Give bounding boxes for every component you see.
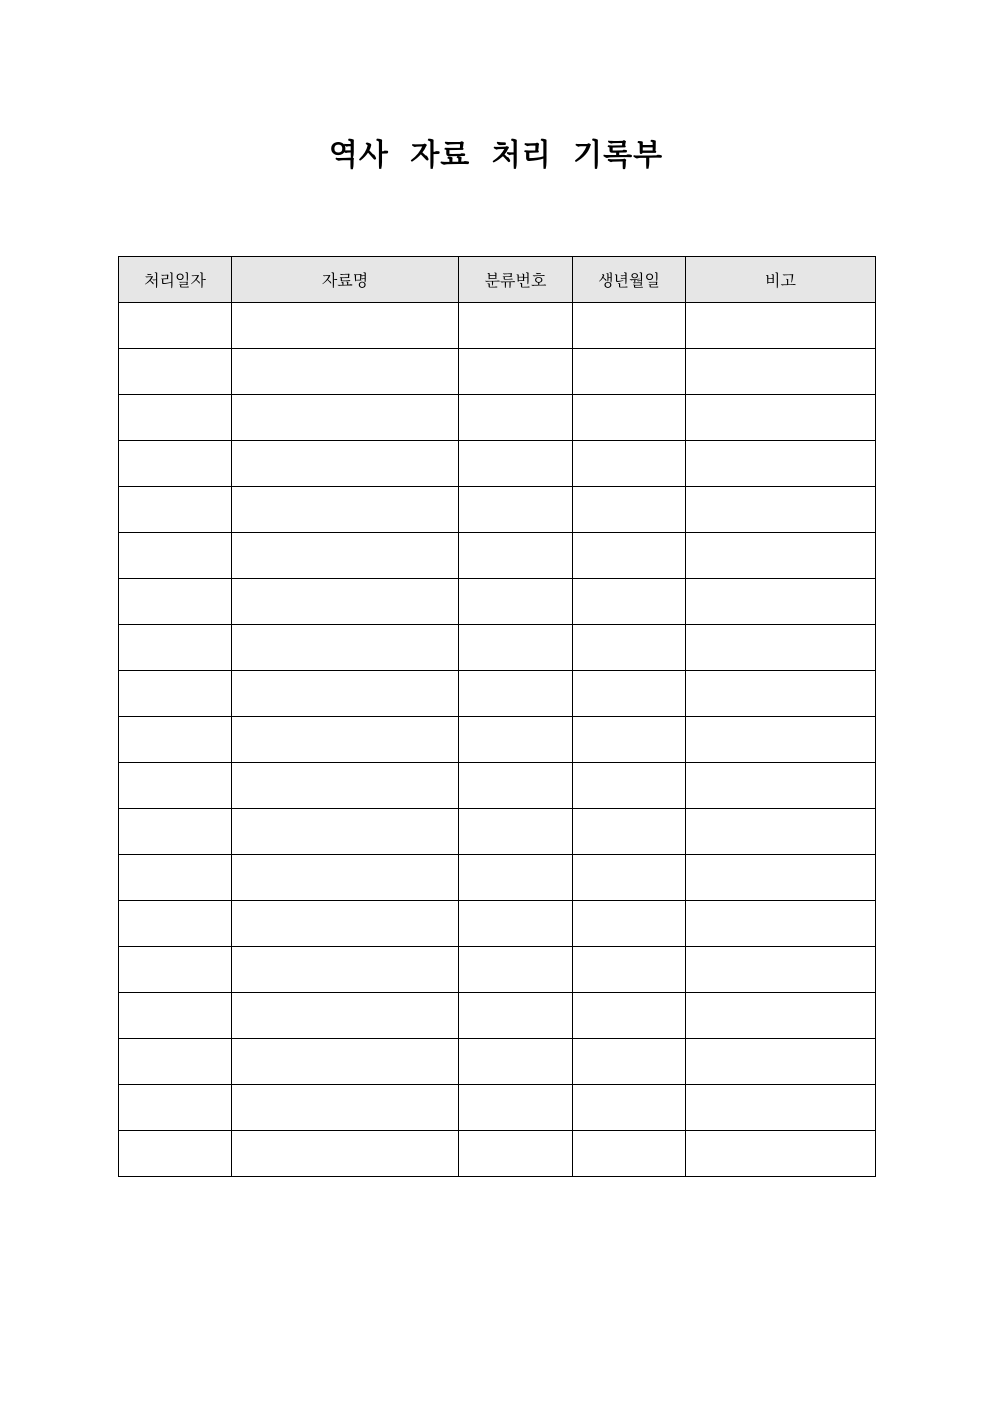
table-row xyxy=(119,993,876,1039)
cell-classification-number[interactable] xyxy=(459,1039,573,1085)
cell-remarks[interactable] xyxy=(686,947,876,993)
cell-classification-number[interactable] xyxy=(459,1131,573,1177)
table-row xyxy=(119,303,876,349)
cell-classification-number[interactable] xyxy=(459,625,573,671)
table-row xyxy=(119,1131,876,1177)
cell-classification-number[interactable] xyxy=(459,855,573,901)
cell-classification-number[interactable] xyxy=(459,947,573,993)
table-row xyxy=(119,441,876,487)
cell-processing-date[interactable] xyxy=(119,303,232,349)
cell-processing-date[interactable] xyxy=(119,993,232,1039)
table-row xyxy=(119,947,876,993)
cell-material-name[interactable] xyxy=(232,1039,459,1085)
cell-classification-number[interactable] xyxy=(459,763,573,809)
cell-processing-date[interactable] xyxy=(119,901,232,947)
table-row xyxy=(119,625,876,671)
cell-birth-date[interactable] xyxy=(573,441,686,487)
table-row xyxy=(119,349,876,395)
cell-processing-date[interactable] xyxy=(119,487,232,533)
cell-remarks[interactable] xyxy=(686,671,876,717)
table-row xyxy=(119,901,876,947)
cell-birth-date[interactable] xyxy=(573,303,686,349)
cell-classification-number[interactable] xyxy=(459,487,573,533)
cell-remarks[interactable] xyxy=(686,993,876,1039)
cell-remarks[interactable] xyxy=(686,487,876,533)
cell-processing-date[interactable] xyxy=(119,763,232,809)
cell-birth-date[interactable] xyxy=(573,947,686,993)
cell-birth-date[interactable] xyxy=(573,349,686,395)
table-row xyxy=(119,855,876,901)
cell-classification-number[interactable] xyxy=(459,349,573,395)
cell-material-name[interactable] xyxy=(232,533,459,579)
cell-birth-date[interactable] xyxy=(573,1039,686,1085)
cell-processing-date[interactable] xyxy=(119,1131,232,1177)
cell-remarks[interactable] xyxy=(686,901,876,947)
cell-processing-date[interactable] xyxy=(119,717,232,763)
table-row xyxy=(119,487,876,533)
cell-birth-date[interactable] xyxy=(573,809,686,855)
cell-classification-number[interactable] xyxy=(459,395,573,441)
cell-classification-number[interactable] xyxy=(459,671,573,717)
cell-remarks[interactable] xyxy=(686,763,876,809)
cell-processing-date[interactable] xyxy=(119,395,232,441)
cell-remarks[interactable] xyxy=(686,303,876,349)
header-processing-date: 처리일자 xyxy=(119,257,232,303)
cell-processing-date[interactable] xyxy=(119,947,232,993)
cell-birth-date[interactable] xyxy=(573,579,686,625)
cell-processing-date[interactable] xyxy=(119,1085,232,1131)
table-row xyxy=(119,717,876,763)
cell-material-name[interactable] xyxy=(232,901,459,947)
table-header-row xyxy=(119,257,876,303)
cell-classification-number[interactable] xyxy=(459,579,573,625)
cell-remarks[interactable] xyxy=(686,1085,876,1131)
header-material-name: 자료명 xyxy=(232,257,459,303)
cell-birth-date[interactable] xyxy=(573,671,686,717)
cell-classification-number[interactable] xyxy=(459,533,573,579)
table-row xyxy=(119,1085,876,1131)
cell-classification-number[interactable] xyxy=(459,303,573,349)
table-row xyxy=(119,395,876,441)
header-classification-number: 분류번호 xyxy=(459,257,573,303)
table-body xyxy=(119,303,876,1177)
cell-material-name[interactable] xyxy=(232,763,459,809)
document-title: 역사 자료 처리 기록부 xyxy=(328,138,664,173)
cell-processing-date[interactable] xyxy=(119,579,232,625)
cell-birth-date[interactable] xyxy=(573,1131,686,1177)
cell-remarks[interactable] xyxy=(686,395,876,441)
cell-remarks[interactable] xyxy=(686,533,876,579)
cell-remarks[interactable] xyxy=(686,809,876,855)
table-row xyxy=(119,809,876,855)
cell-material-name[interactable] xyxy=(232,487,459,533)
cell-remarks[interactable] xyxy=(686,1039,876,1085)
header-remarks: 비고 xyxy=(686,257,876,303)
header-birth-date: 생년월일 xyxy=(573,257,686,303)
cell-remarks[interactable] xyxy=(686,441,876,487)
table-row xyxy=(119,579,876,625)
cell-material-name[interactable] xyxy=(232,671,459,717)
table-row xyxy=(119,671,876,717)
cell-material-name[interactable] xyxy=(232,303,459,349)
cell-birth-date[interactable] xyxy=(573,901,686,947)
cell-material-name[interactable] xyxy=(232,1131,459,1177)
cell-birth-date[interactable] xyxy=(573,487,686,533)
table-row xyxy=(119,1039,876,1085)
cell-birth-date[interactable] xyxy=(573,763,686,809)
cell-birth-date[interactable] xyxy=(573,533,686,579)
cell-remarks[interactable] xyxy=(686,625,876,671)
cell-material-name[interactable] xyxy=(232,625,459,671)
cell-birth-date[interactable] xyxy=(573,625,686,671)
cell-birth-date[interactable] xyxy=(573,395,686,441)
cell-material-name[interactable] xyxy=(232,993,459,1039)
cell-classification-number[interactable] xyxy=(459,993,573,1039)
cell-remarks[interactable] xyxy=(686,579,876,625)
cell-processing-date[interactable] xyxy=(119,533,232,579)
cell-material-name[interactable] xyxy=(232,855,459,901)
cell-processing-date[interactable] xyxy=(119,855,232,901)
cell-processing-date[interactable] xyxy=(119,349,232,395)
table-row xyxy=(119,763,876,809)
cell-classification-number[interactable] xyxy=(459,1085,573,1131)
cell-processing-date[interactable] xyxy=(119,809,232,855)
cell-birth-date[interactable] xyxy=(573,993,686,1039)
cell-classification-number[interactable] xyxy=(459,717,573,763)
cell-material-name[interactable] xyxy=(232,1085,459,1131)
record-table xyxy=(118,256,876,1177)
cell-material-name[interactable] xyxy=(232,809,459,855)
cell-material-name[interactable] xyxy=(232,579,459,625)
cell-material-name[interactable] xyxy=(232,349,459,395)
cell-remarks[interactable] xyxy=(686,717,876,763)
cell-processing-date[interactable] xyxy=(119,1039,232,1085)
cell-classification-number[interactable] xyxy=(459,809,573,855)
cell-classification-number[interactable] xyxy=(459,441,573,487)
cell-material-name[interactable] xyxy=(232,395,459,441)
cell-birth-date[interactable] xyxy=(573,717,686,763)
cell-remarks[interactable] xyxy=(686,1131,876,1177)
table-row xyxy=(119,533,876,579)
cell-processing-date[interactable] xyxy=(119,625,232,671)
cell-material-name[interactable] xyxy=(232,947,459,993)
cell-processing-date[interactable] xyxy=(119,441,232,487)
cell-birth-date[interactable] xyxy=(573,855,686,901)
cell-processing-date[interactable] xyxy=(119,671,232,717)
cell-classification-number[interactable] xyxy=(459,901,573,947)
cell-material-name[interactable] xyxy=(232,441,459,487)
cell-remarks[interactable] xyxy=(686,349,876,395)
cell-birth-date[interactable] xyxy=(573,1085,686,1131)
cell-material-name[interactable] xyxy=(232,717,459,763)
cell-remarks[interactable] xyxy=(686,855,876,901)
